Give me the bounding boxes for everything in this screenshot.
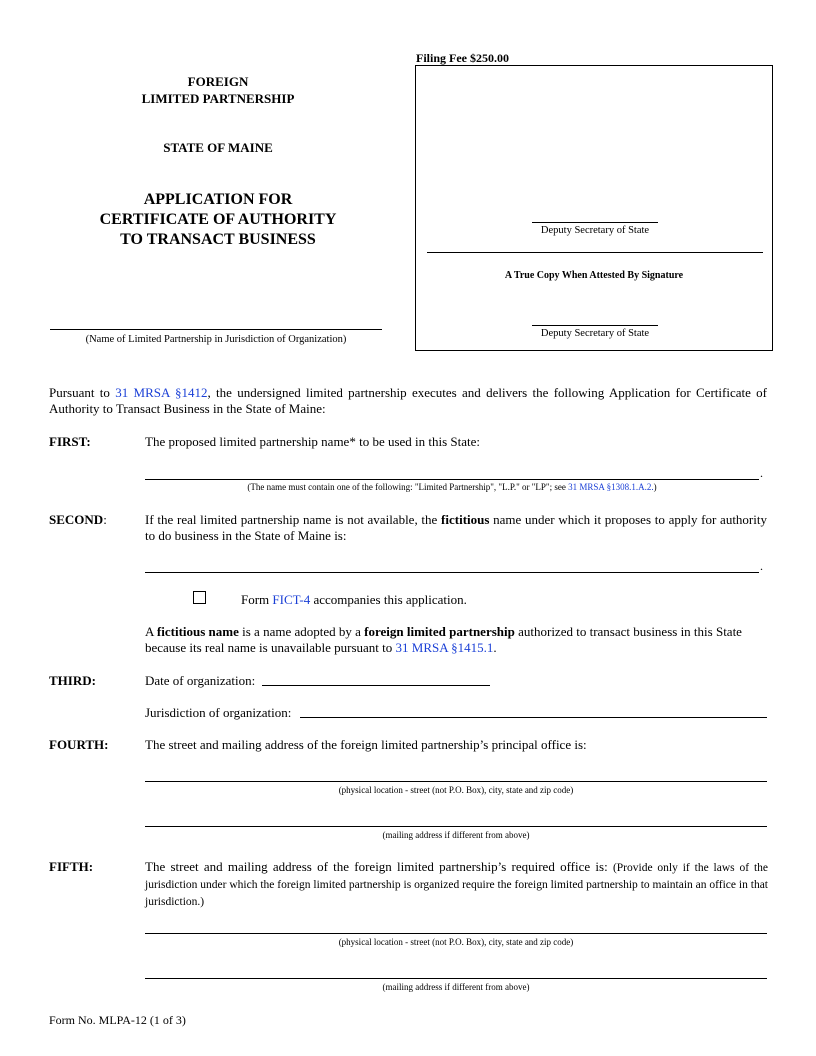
third-label: THIRD: — [49, 673, 96, 688]
lp-name-caption: (Name of Limited Partnership in Jurisdiction of Organization) — [85, 334, 347, 345]
principal-mailing-caption: (mailing address if different from above) — [382, 830, 530, 840]
fictitious-name-input-line[interactable] — [145, 572, 759, 573]
statute-link-1308[interactable]: 31 MRSA §1308.1.A.2. — [568, 482, 654, 492]
def-b1: fictitious name — [156, 624, 239, 639]
second-text-b: name under which it proposes to apply for authority to do business in the State of Maine is: — [145, 512, 767, 543]
principal-mailing-address-line[interactable] — [145, 826, 767, 827]
def-d: authorized to transact business in this State because its real name is unavailable pursuant to — [145, 624, 742, 655]
fifth-text-a: The street and mailing address of the foreign limited partnership’s required office is: — [145, 859, 613, 874]
required-physical-address-line[interactable] — [145, 933, 767, 934]
statute-link-1415[interactable]: 31 MRSA §1415.1 — [395, 640, 494, 655]
jurisdiction-label: Jurisdiction of organization: — [145, 705, 292, 720]
statute-link-1412[interactable]: 31 MRSA §1412 — [115, 385, 208, 400]
second-label-text: SECOND — [49, 512, 104, 527]
fict4-link[interactable]: FICT-4 — [272, 592, 311, 607]
heading-limited-partnership: LIMITED PARTNERSHIP — [141, 91, 295, 106]
fifth-text — [145, 859, 768, 910]
page-title — [68, 190, 368, 250]
fifth-label: FIFTH: — [49, 859, 94, 874]
title-line-2: CERTIFICATE OF AUTHORITY — [99, 211, 337, 228]
note-suffix: ) — [653, 482, 657, 492]
title-line-1: APPLICATION FOR — [143, 191, 293, 208]
fictitious-definition — [145, 624, 767, 656]
first-text: The proposed limited partnership name* to be used in this State: — [145, 434, 481, 449]
required-mailing-address-line[interactable] — [145, 978, 767, 979]
intro-paragraph — [49, 385, 767, 417]
period: . — [760, 466, 763, 480]
fict4-checkbox[interactable] — [193, 591, 206, 604]
deputy-signature-line-2 — [532, 325, 658, 326]
jurisdiction-input-line[interactable] — [300, 717, 767, 718]
deputy-caption-1: Deputy Secretary of State — [540, 225, 650, 236]
note-prefix: (The name must contain one of the following: "Limited Partnership", "L.P." or "LP"; see — [247, 482, 569, 492]
def-b2: foreign limited partnership — [364, 624, 515, 639]
box-divider — [427, 252, 763, 253]
required-mailing-caption: (mailing address if different from above) — [382, 982, 530, 992]
intro-suffix: , the undersigned limited partnership executes and delivers the following Application for Certificate of Authority to Transact Business in the State of Maine: — [49, 385, 767, 416]
second-text-a: If the real limited partnership name is not available, the — [145, 512, 442, 527]
form-number-footer: Form No. MLPA-12 (1 of 3) — [49, 1013, 186, 1027]
date-of-organization-label: Date of organization: — [145, 673, 256, 688]
principal-physical-caption: (physical location - street (not P.O. Box), city, state and zip code) — [338, 785, 574, 795]
filing-fee: Filing Fee $250.00 — [416, 51, 509, 65]
fict4-prefix: Form — [241, 592, 273, 607]
heading-foreign: FOREIGN — [187, 74, 249, 89]
deputy-caption-2: Deputy Secretary of State — [540, 328, 650, 339]
title-line-3: TO TRANSACT BUSINESS — [120, 231, 316, 248]
true-copy-note: A True Copy When Attested By Signature — [504, 270, 684, 281]
deputy-signature-line-1 — [532, 222, 658, 223]
period: . — [760, 559, 763, 573]
second-colon: : — [103, 512, 107, 527]
def-c: is a name adopted by a — [238, 624, 365, 639]
state-heading: STATE OF MAINE — [163, 140, 273, 155]
fict4-text — [241, 592, 467, 608]
lp-name-input-line[interactable] — [50, 329, 382, 330]
principal-physical-address-line[interactable] — [145, 781, 767, 782]
proposed-name-input-line[interactable] — [145, 479, 759, 480]
name-requirement-note — [145, 482, 759, 492]
first-label: FIRST: — [49, 434, 91, 449]
form-type-heading — [98, 73, 338, 107]
date-of-organization-input-line[interactable] — [262, 685, 490, 686]
intro-prefix: Pursuant to — [49, 385, 116, 400]
second-label — [49, 512, 107, 528]
fict4-suffix: accompanies this application. — [310, 592, 467, 607]
second-text — [145, 512, 767, 544]
fourth-label: FOURTH: — [49, 737, 109, 752]
fourth-text: The street and mailing address of the foreign limited partnership’s principal office is: — [145, 737, 587, 752]
def-e: . — [493, 640, 497, 655]
def-a: A — [145, 624, 157, 639]
filing-stamp-box — [415, 65, 773, 351]
required-physical-caption: (physical location - street (not P.O. Box), city, state and zip code) — [338, 937, 574, 947]
second-text-bold: fictitious — [441, 512, 490, 527]
fifth-text-b: (Provide only if the laws of the jurisdiction under which the foreign limited partnership is organized require the foreign limited partnership to maintain an office in that jurisdiction.) — [145, 862, 768, 908]
